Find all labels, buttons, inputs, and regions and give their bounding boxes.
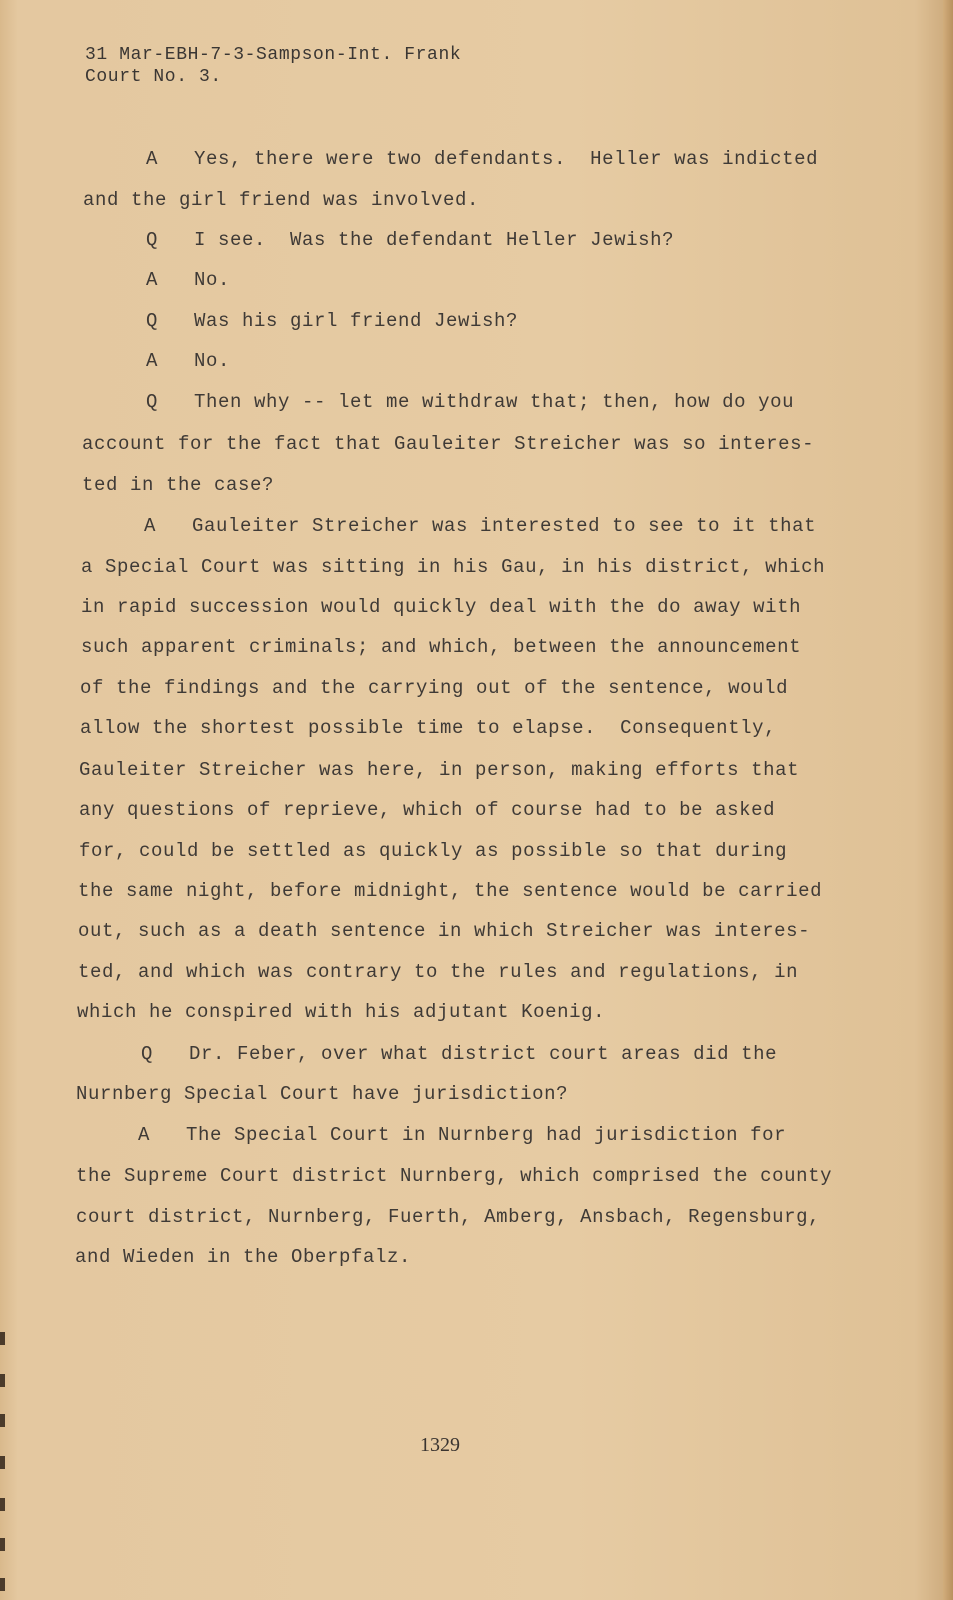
transcript-line: allow the shortest possible time to elapse. Consequently,: [80, 717, 777, 739]
page-number: 1329: [420, 1434, 460, 1456]
transcript-line: Gauleiter Streicher was here, in person, making efforts that: [79, 759, 800, 781]
transcript-line: ted, and which was contrary to the rules and regulations, in: [78, 961, 799, 983]
transcript-line: Q Dr. Feber, over what district court areas did the: [141, 1043, 778, 1065]
transcript-line: any questions of reprieve, which of course had to be asked: [79, 799, 776, 821]
header-line-2: Court No. 3.: [85, 67, 222, 87]
transcript-line: A Yes, there were two defendants. Heller was indicted: [146, 148, 819, 170]
transcript-line: in rapid succession would quickly deal with the do away with: [81, 596, 802, 618]
transcript-line: a Special Court was sitting in his Gau, in his district, which: [81, 556, 826, 578]
transcript-line: the Supreme Court district Nurnberg, which comprised the county: [76, 1165, 833, 1187]
transcript-line: Q Was his girl friend Jewish?: [146, 310, 519, 332]
header-line-1: 31 Mar-EBH-7-3-Sampson-Int. Frank: [85, 45, 462, 65]
transcript-line: court district, Nurnberg, Fuerth, Amberg, Ansbach, Regensburg,: [76, 1206, 821, 1228]
transcript-line: and Wieden in the Oberpfalz.: [75, 1246, 412, 1268]
transcript-line: out, such as a death sentence in which Streicher was interes-: [78, 920, 811, 942]
transcript-line: Q Then why -- let me withdraw that; then, how do you: [146, 391, 795, 413]
transcript-line: for, could be settled as quickly as possible so that during: [79, 840, 788, 862]
transcript-line: of the findings and the carrying out of the sentence, would: [80, 677, 789, 699]
transcript-line: A No.: [146, 350, 231, 372]
transcript-line: A No.: [146, 269, 231, 291]
transcript-line: the same night, before midnight, the sentence would be carried: [78, 880, 823, 902]
page-edge: [943, 0, 953, 1600]
transcript-line: such apparent criminals; and which, between the announcement: [81, 636, 802, 658]
transcript-line: account for the fact that Gauleiter Streicher was so interes-: [82, 433, 815, 455]
transcript-line: Q I see. Was the defendant Heller Jewish?: [146, 229, 675, 251]
transcript-line: which he conspired with his adjutant Koenig.: [77, 1001, 606, 1023]
transcript-line: Nurnberg Special Court have jurisdiction?: [76, 1083, 569, 1105]
transcript-line: and the girl friend was involved.: [83, 189, 480, 211]
transcript-line: A The Special Court in Nurnberg had jurisdiction for: [138, 1124, 787, 1146]
transcript-line: A Gauleiter Streicher was interested to see to it that: [144, 515, 817, 537]
transcript-line: ted in the case?: [82, 474, 275, 496]
